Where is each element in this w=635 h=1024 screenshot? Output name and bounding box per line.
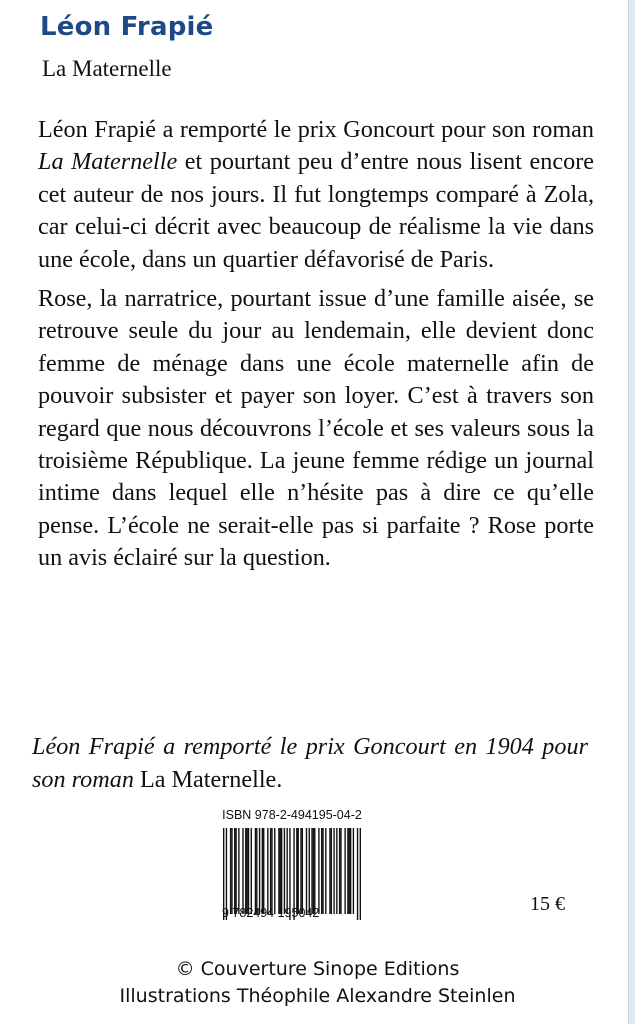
barcode-bar: [231, 828, 232, 914]
summary-p1-start: Léon Frapié a remporté le prix Goncourt pour son roman: [38, 116, 594, 143]
barcode-bar: [262, 828, 263, 914]
cover-credit: © Couverture Sinope Editions: [175, 958, 460, 980]
barcode-bar: [278, 828, 279, 914]
barcode-bar: [267, 828, 268, 914]
barcode-bar: [298, 828, 299, 914]
barcode-bar: [302, 828, 303, 914]
barcode-bar: [280, 828, 281, 914]
barcode-bar: [281, 828, 282, 914]
ean-number: 9 782494 195042: [222, 906, 320, 920]
barcode-bar: [270, 828, 271, 914]
price: 15 €: [530, 893, 565, 915]
barcode-bar: [256, 828, 257, 914]
barcode-bar: [340, 828, 341, 914]
barcode-bar: [234, 828, 235, 914]
barcode-bar: [296, 828, 297, 914]
summary-p1-end: et pourtant peu d’entre nous lisent encore cet auteur de nos jours. Il fut longtemps comparé à Zola, car celui-ci décrit avec beaucoup de réalisme la vie dans une école, dans un quartier défavorisé de Paris.: [38, 148, 594, 273]
credits: [0, 956, 635, 1010]
page-edge: [628, 0, 635, 1024]
illustration-credit: Illustrations Théophile Alexandre Steinlen: [119, 985, 516, 1007]
barcode-bar: [255, 828, 256, 914]
barcode-bar: [331, 828, 332, 914]
summary-text: [38, 114, 594, 582]
barcode-bar: [353, 828, 354, 914]
barcode-bar: [344, 828, 345, 914]
book-title: La Maternelle: [42, 56, 172, 81]
author-name: Léon Frapié: [40, 12, 214, 42]
summary-paragraph-1: [38, 114, 594, 276]
barcode-bar: [230, 828, 231, 914]
barcode-bar: [333, 828, 334, 914]
barcode-bar: [274, 828, 275, 914]
barcode-bar: [349, 828, 350, 914]
barcode-bar: [309, 828, 310, 914]
barcode-bar: [321, 828, 322, 914]
barcode-bar: [251, 828, 252, 914]
barcode-bar: [259, 828, 260, 914]
barcode-bar: [325, 828, 326, 914]
barcode-bar: [284, 828, 285, 914]
barcode-bar: [313, 828, 314, 914]
closing-statement: [32, 730, 588, 796]
barcode-bar: [300, 828, 301, 914]
barcode-bar: [329, 828, 330, 914]
barcode-bar: [322, 828, 323, 914]
barcode-bar: [311, 828, 312, 914]
barcode-bar: [336, 828, 337, 914]
barcode-bar: [238, 828, 239, 914]
barcode-bar: [242, 828, 243, 914]
isbn-number: ISBN 978-2-494195-04-2: [222, 808, 362, 822]
summary-p1-title: La Maternelle: [38, 148, 178, 176]
barcode-bar: [286, 828, 287, 914]
summary-paragraph-2: Rose, la narratrice, pourtant issue d’une famille aisée, se retrouve seule du jour au lendemain, elle devient donc femme de ménage dans une école maternelle afin de pouvoir subsister et payer son loyer. C’est à travers son regard que nous découvrons l’école et ses valeurs sous la troisième République. La jeune femme rédige un journal intime dans lequel elle n’hésite pas à dire ce qu’elle pense. L’école ne serait-elle pas si parfaite ? Rose porte un avis éclairé sur la question.: [38, 285, 594, 572]
barcode-bar: [339, 828, 340, 914]
barcode-bar: [263, 828, 264, 914]
barcode-bar: [306, 828, 307, 914]
barcode-bar: [271, 828, 272, 914]
closing-italic: Léon Frapié a remporté le prix Goncourt en 1904 pour son roman: [32, 733, 588, 793]
barcode-bar: [248, 828, 249, 914]
barcode-bar: [318, 828, 319, 914]
barcode-block: [222, 808, 372, 920]
barcode-bar: [235, 828, 236, 914]
barcode-bar: [347, 828, 348, 914]
barcode-bar: [245, 828, 246, 914]
barcode-bar: [314, 828, 315, 914]
closing-title: La Maternelle.: [139, 766, 283, 793]
barcode-bar: [350, 828, 351, 914]
barcode-bar: [246, 828, 247, 914]
